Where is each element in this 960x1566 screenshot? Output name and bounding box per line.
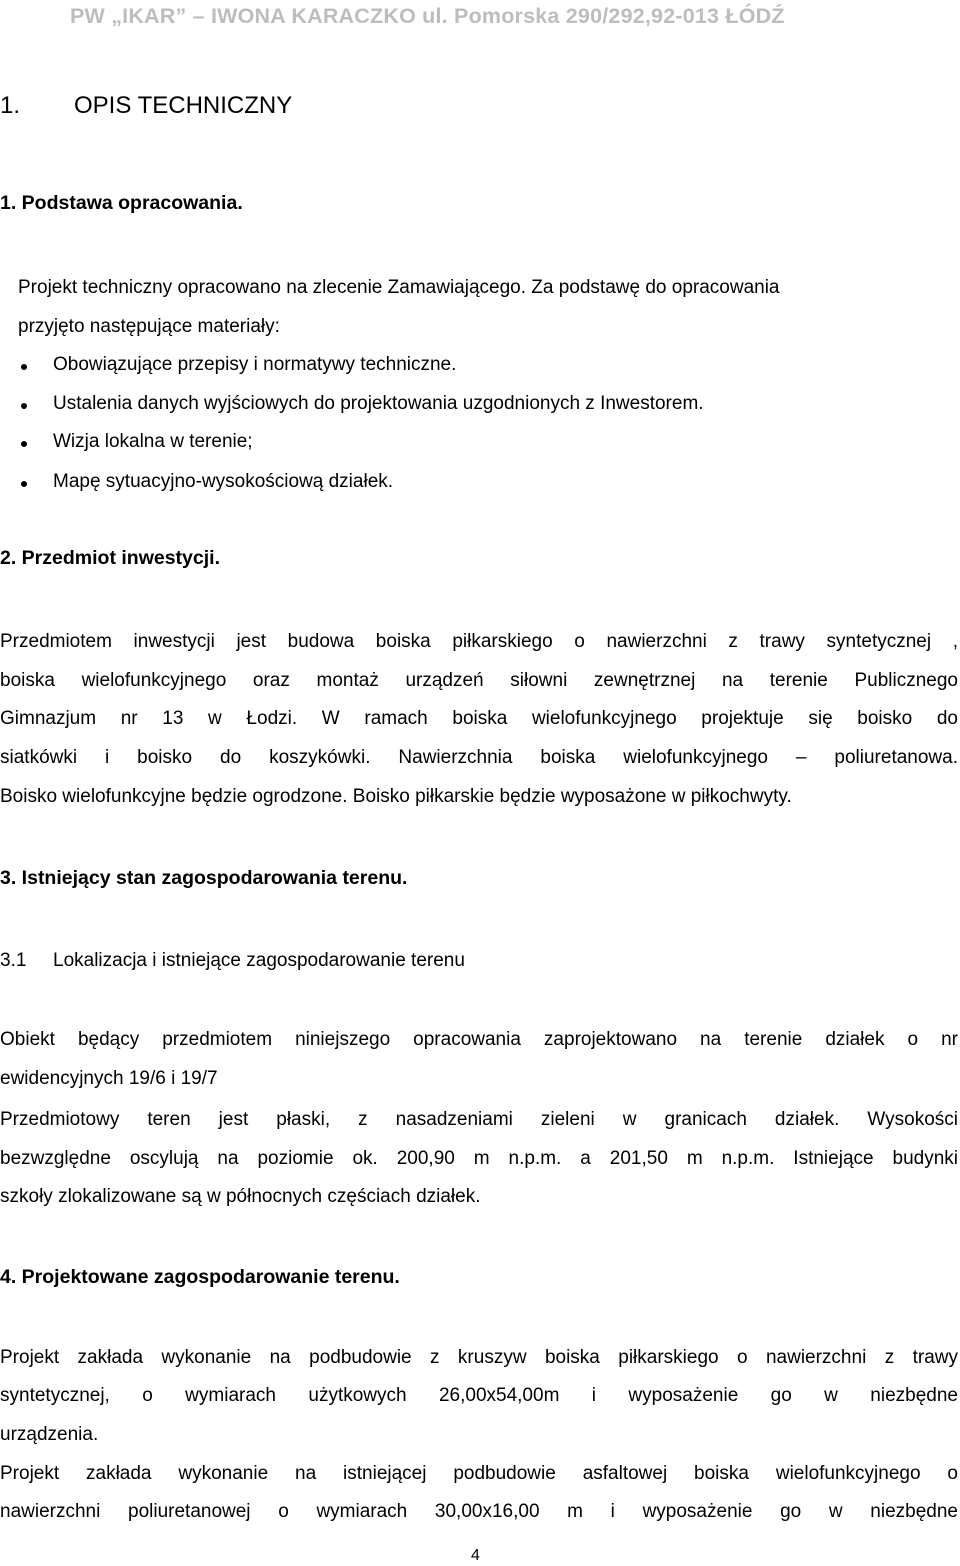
section3-para2-line-2: bezwzględne oscylują na poziomie ok. 200,90 m n.p.m. a 201,50 m n.p.m. Istniejące budynki [0,1148,958,1169]
section1-bullet-3: Wizja lokalna w terenie; [53,431,253,452]
section1-bullet-4: Mapę sytuacyjno-wysokościową działek. [53,471,394,492]
section3-sub-number: 3.1 [0,950,27,971]
page-header: PW „IKAR” – IWONA KARACZKO ul. Pomorska 290/292,92-013 ŁÓDŹ [70,4,785,28]
section4-para2-line-2: nawierzchni poliuretanowej o wymiarach 30,00x16,00 m i wyposażenie go w niezbędne [0,1501,958,1522]
section3-para1-line-2: ewidencyjnych 19/6 i 19/7 [0,1068,218,1089]
section3-para1-line-1: Obiekt będący przedmiotem niniejszego opracowania zaprojektowano na terenie działek o nr [0,1029,958,1050]
section4-para1-line-1: Projekt zakłada wykonanie na podbudowie z kruszyw boiska piłkarskiego o nawierzchni z trawy [0,1347,958,1368]
section3-sub-title: Lokalizacja i istniejące zagospodarowanie terenu [53,950,465,971]
bullet-icon [21,403,27,409]
section1-intro-line-1: Projekt techniczny opracowano na zlecenie Zamawiającego. Za podstawę do opracowania [18,277,780,298]
bullet-icon [21,441,27,447]
section3-para2-line-3: szkoły zlokalizowane są w północnych częściach działek. [0,1186,481,1207]
section4-para1-line-2: syntetycznej, o wymiarach użytkowych 26,00x54,00m i wyposażenie go w niezbędne [0,1385,958,1406]
main-heading-title: OPIS TECHNICZNY [74,92,293,119]
bullet-icon [21,481,27,487]
section2-line-2: boiska wielofunkcyjnego oraz montaż urządzeń siłowni zewnętrznej na terenie Publicznego [0,670,958,691]
section1-heading: 1. Podstawa opracowania. [0,192,243,214]
section4-heading: 4. Projektowane zagospodarowanie terenu. [0,1266,400,1288]
main-heading-number: 1. [0,92,21,119]
bullet-icon [21,364,27,370]
section3-para2-line-1: Przedmiotowy teren jest płaski, z nasadzeniami zieleni w granicach działek. Wysokości [0,1109,958,1130]
section2-heading: 2. Przedmiot inwestycji. [0,547,220,569]
main-heading [0,92,600,122]
section4-para2-line-1: Projekt zakłada wykonanie na istniejącej podbudowie asfaltowej boiska wielofunkcyjnego o [0,1463,958,1484]
section1-bullet-2: Ustalenia danych wyjściowych do projektowania uzgodnionych z Inwestorem. [53,393,704,414]
section2-line-5: Boisko wielofunkcyjne będzie ogrodzone. Boisko piłkarskie będzie wyposażone w piłkochwyty. [0,786,792,807]
section1-intro-line-2: przyjęto następujące materiały: [18,316,280,337]
section4-para1-line-3: urządzenia. [0,1424,99,1445]
section2-line-3: Gimnazjum nr 13 w Łodzi. W ramach boiska wielofunkcyjnego projektuje się boisko do [0,708,958,729]
section2-line-4: siatkówki i boisko do koszykówki. Nawierzchnia boiska wielofunkcyjnego – poliuretanowa. [0,747,958,768]
section2-line-1: Przedmiotem inwestycji jest budowa boiska piłkarskiego o nawierzchni z trawy syntetycznej , [0,631,958,652]
section3-heading: 3. Istniejący stan zagospodarowania terenu. [0,867,408,889]
page-number: 4 [471,1547,480,1564]
section1-bullet-1: Obowiązujące przepisy i normatywy techniczne. [53,354,457,375]
